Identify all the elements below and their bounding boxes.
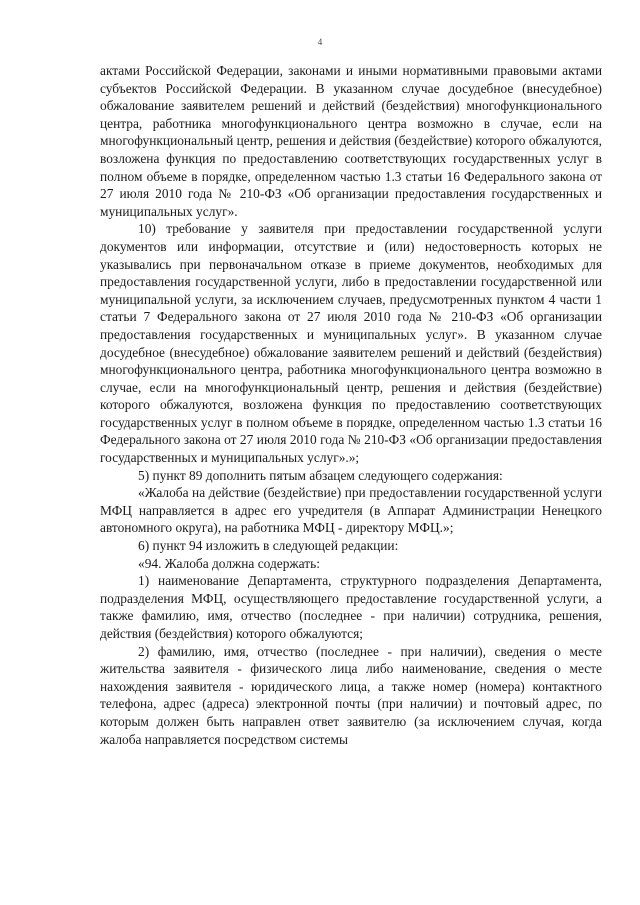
page-number: 4 bbox=[317, 37, 323, 47]
paragraph-subitem-2: 2) фамилию, имя, отчество (последнее - при наличии), сведения о месте жительства заявителя - физического лица либо наименование, сведения о месте нахождения заявителя - юридического лица, а также номер (номера) контактного телефона, адрес (адреса) электронной почты (при наличии) и почтовый адрес, по которым должен быть направлен ответ заявителю (за исключением случая, когда жалоба направляется посредством системы bbox=[100, 643, 602, 747]
paragraph-item-5: 5) пункт 89 дополнить пятым абзацем следующего содержания: bbox=[138, 467, 503, 483]
paragraph-subitem-1: 1) наименование Департамента, структурного подразделения Департамента, подразделения МФЦ, осуществляющего предоставление государственной услуги, а также фамилию, имя, отчество (последнее - при наличии) сотрудника, решения, действия (бездействия) которого обжалуются; bbox=[100, 573, 602, 641]
paragraph-item-6: 6) пункт 94 изложить в следующей редакции: bbox=[138, 538, 399, 554]
paragraph-clause-94: «94. Жалоба должна содержать: bbox=[138, 555, 320, 571]
document-body bbox=[100, 62, 602, 748]
paragraph-item-10: 10) требование у заявителя при предоставлении государственной услуги документов или информации, отсутствие и (или) недостоверность которых не указывались при первоначальном отказе в приеме документов, необходимых для предоставления государственной услуги, либо в предоставлении государственной или муниципальной услуги, за исключением случаев, предусмотренных пунктом 4 части 1 статьи 7 Федерального закона от 27 июля 2010 года № 210-ФЗ «Об организации предоставления государственных и муниципальных услуг». В указанном случае досудебное (внесудебное) обжалование заявителем решений и действий (бездействия) многофункционального центра, работника многофункционального центра возможно в случае, если на многофункциональный центр, решения и действия (бездействие) которого обжалуются, возложена функция по предоставлению соответствующих государственных услуг в полном объеме в порядке, определенном частью 1.3 статьи 16 Федерального закона от 27 июля 2010 года № 210-ФЗ «Об организации предоставления государственных и муниципальных услуг».»; bbox=[100, 221, 602, 466]
paragraph-complaint-text: «Жалоба на действие (бездействие) при предоставлении государственной услуги МФЦ направляется в адрес его учредителя (в Аппарат Администрации Ненецкого автономного округа), на работника МФЦ - директору МФЦ.»; bbox=[100, 485, 602, 536]
paragraph-continuation: актами Российской Федерации, законами и иными нормативными правовыми актами субъектов Российской Федерации. В указанном случае досудебное (внесудебное) обжалование заявителем решений и действий (бездействия) многофункционального центра, работника многофункционального центра возможно в случае, если на многофункциональный центр, решения и действия (бездействие) которого обжалуются, возложена функция по предоставлению соответствующих государственных услуг в полном объеме в порядке, определенном частью 1.3 статьи 16 Федерального закона от 27 июля 2010 года № 210-ФЗ «Об организации предоставления государственных и муниципальных услуг». bbox=[100, 63, 602, 219]
